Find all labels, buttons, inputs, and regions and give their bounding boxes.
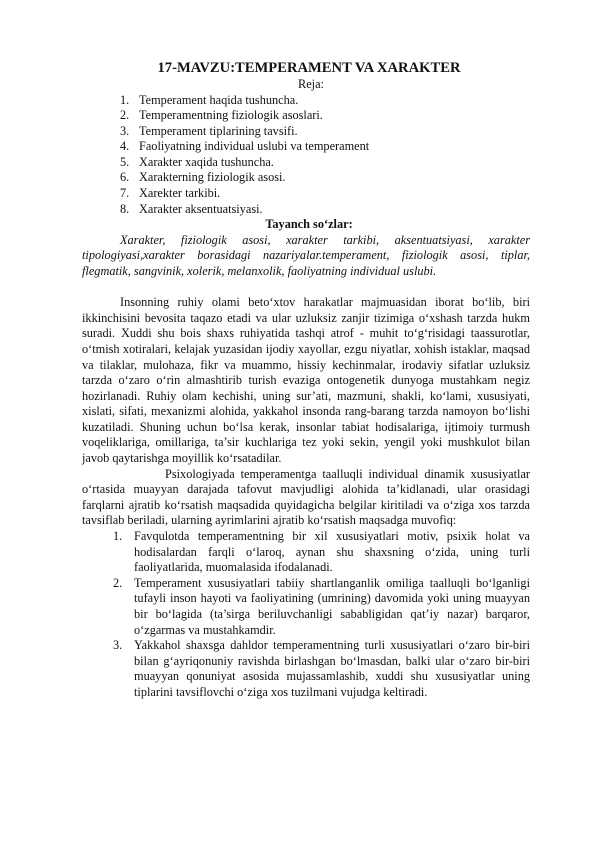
plan-item-number: 7. xyxy=(120,186,130,201)
plan-item-text: Xarakterning fiziologik asosi. xyxy=(139,170,286,185)
plan-item xyxy=(82,170,530,186)
plan-item-text: Xarakter xaqida tushuncha. xyxy=(139,154,274,169)
point-number: 1. xyxy=(113,529,123,544)
plan-item-text: Xarakter aksentuatsiyasi. xyxy=(139,201,263,216)
plan-item-text: Xarekter tarkibi. xyxy=(139,186,221,201)
plan-item xyxy=(82,139,530,155)
plan-item xyxy=(82,124,530,140)
plan-item xyxy=(82,202,530,218)
body-paragraph-1: Insonning ruhiy olami beto‘xtov harakatlar majmuasidan iborat bo‘lib, biri ikkinchisini bevosita taqazo etadi va ular uzluksiz zanjir tizimiga o‘xshash tarzda hukm suradi. Xuddi shu bois shaxs ruhiyatida tashqi atrof - muhit to‘g‘risidagi taassurotlar, o‘tmish xotiralari, kelajak yuzasidan ijodiy xayollar, ezgu niyatlar, xohish istaklar, maqsad va tilaklar, mulohaza, fikr va muammo, hissiy kechinmalar, irodaviy sifatlar uzluksiz tarzda o‘zaro o‘rin almashtirib turish evaziga ontogenetik dunyoga mustahkam negiz hozirlanadi. Ruhiy olam kechishi, uning sur’ati, mazmuni, shakli, ko‘lami, xususiyati, xislati, sifati, mexanizmi alohida, yakkahol insonda rang-barang tarzda namoyon bo‘lishi kuzatiladi. Shuning uchun bo‘lsa kerak, insonlar tabiat hodisalariga, ijtimoiy turmush voqeliklariga, omillariga, ta’sir kuchlariga tez yoki sekin, yengil yoki mushkulot bilan javob qaytarishga moyillik ko‘rsatadilar. xyxy=(82,295,530,466)
plan-item xyxy=(82,155,530,171)
keywords-text: Xarakter, fiziologik asosi, xarakter tarkibi, aksentuatsiyasi, xarakter tipologiyasi,xarakter borasidagi nazariyalar.temperament, fiziologik asosi, tiplar, flegmatik, sangvinik, xolerik, melanxolik, faoliyatning individual uslubi. xyxy=(82,232,530,278)
document-page xyxy=(82,60,530,701)
plan-item-number: 4. xyxy=(120,139,130,154)
points-list xyxy=(82,529,530,701)
point-item xyxy=(82,576,530,638)
plan-item-number: 6. xyxy=(120,170,130,185)
plan-item-number: 1. xyxy=(120,92,130,107)
plan-heading: Reja: xyxy=(298,77,324,91)
paragraph-spacer xyxy=(82,280,530,296)
page-title: 17-MAVZU:TEMPERAMENT VA XARAKTER xyxy=(157,60,461,76)
plan-item xyxy=(82,108,530,124)
plan-item-number: 8. xyxy=(120,201,130,216)
plan-item-text: Temperament tiplarining tavsifi. xyxy=(139,123,298,138)
plan-item-number: 3. xyxy=(120,123,130,138)
point-text: Favqulotda temperamentning bir xil xususiyatlari motiv, psixik holat va hodisalardan farqli o‘laroq, aynan shu shaxsning o‘zida, uning turli faoliyatlarida, muomalasida ifodalanadi. xyxy=(134,529,530,575)
point-text: Yakkahol shaxsga dahldor temperamentning turli xususiyatlari o‘zaro bir-biri bilan g‘ayriqonuniy ravishda birlashgan bo‘lmasdan, balki ular o‘zaro bir-biri muayyan qonuniyat asosida mujassamlashib, xuddi shu xususiyatlar uning tiplarini tavsiflovchi o‘ziga xos tuzilmani vujudga keltiradi. xyxy=(134,638,530,699)
point-item xyxy=(82,638,530,700)
plan-item-number: 2. xyxy=(120,108,130,123)
body-paragraph-2: Psixologiyada temperamentga taalluqli individual dinamik xususiyatlar o‘rtasida muayyan darajada tafovut mavjudligi alohida ta’kidlanadi, ular orasidagi farqlarni ajratib ko‘rsatish maqsadida quyidagicha belgilar kiritiladi va o‘ziga xos tarzda tavsiflab beriladi, ularning ayrimlarini ajratib ko‘rsatish maqsadga muvofiq: xyxy=(82,466,530,528)
point-number: 2. xyxy=(113,575,123,590)
plan-item xyxy=(82,186,530,202)
plan-item-text: Temperament haqida tushuncha. xyxy=(139,92,299,107)
keywords-heading: Tayanch so‘zlar: xyxy=(265,217,353,232)
plan-list xyxy=(82,93,530,218)
point-text: Temperament xususiyatlari tabiiy shartlanganlik omiliga taalluqli bo‘lganligi tufayli inson hayoti va faoliyatining (umrining) davomida yoki uning muayyan bir bo‘lagida (ta’sirga beriluvchanligi sababligidan qat’iy nazar) barqaror, o‘zgarmas va mustahkamdir. xyxy=(134,575,530,637)
plan-item-text: Temperamentning fiziologik asoslari. xyxy=(139,108,323,123)
plan-item xyxy=(82,93,530,109)
plan-item-number: 5. xyxy=(120,154,130,169)
point-item xyxy=(82,529,530,576)
point-number: 3. xyxy=(113,638,123,653)
plan-item-text: Faoliyatning individual uslubi va temperament xyxy=(139,139,370,154)
